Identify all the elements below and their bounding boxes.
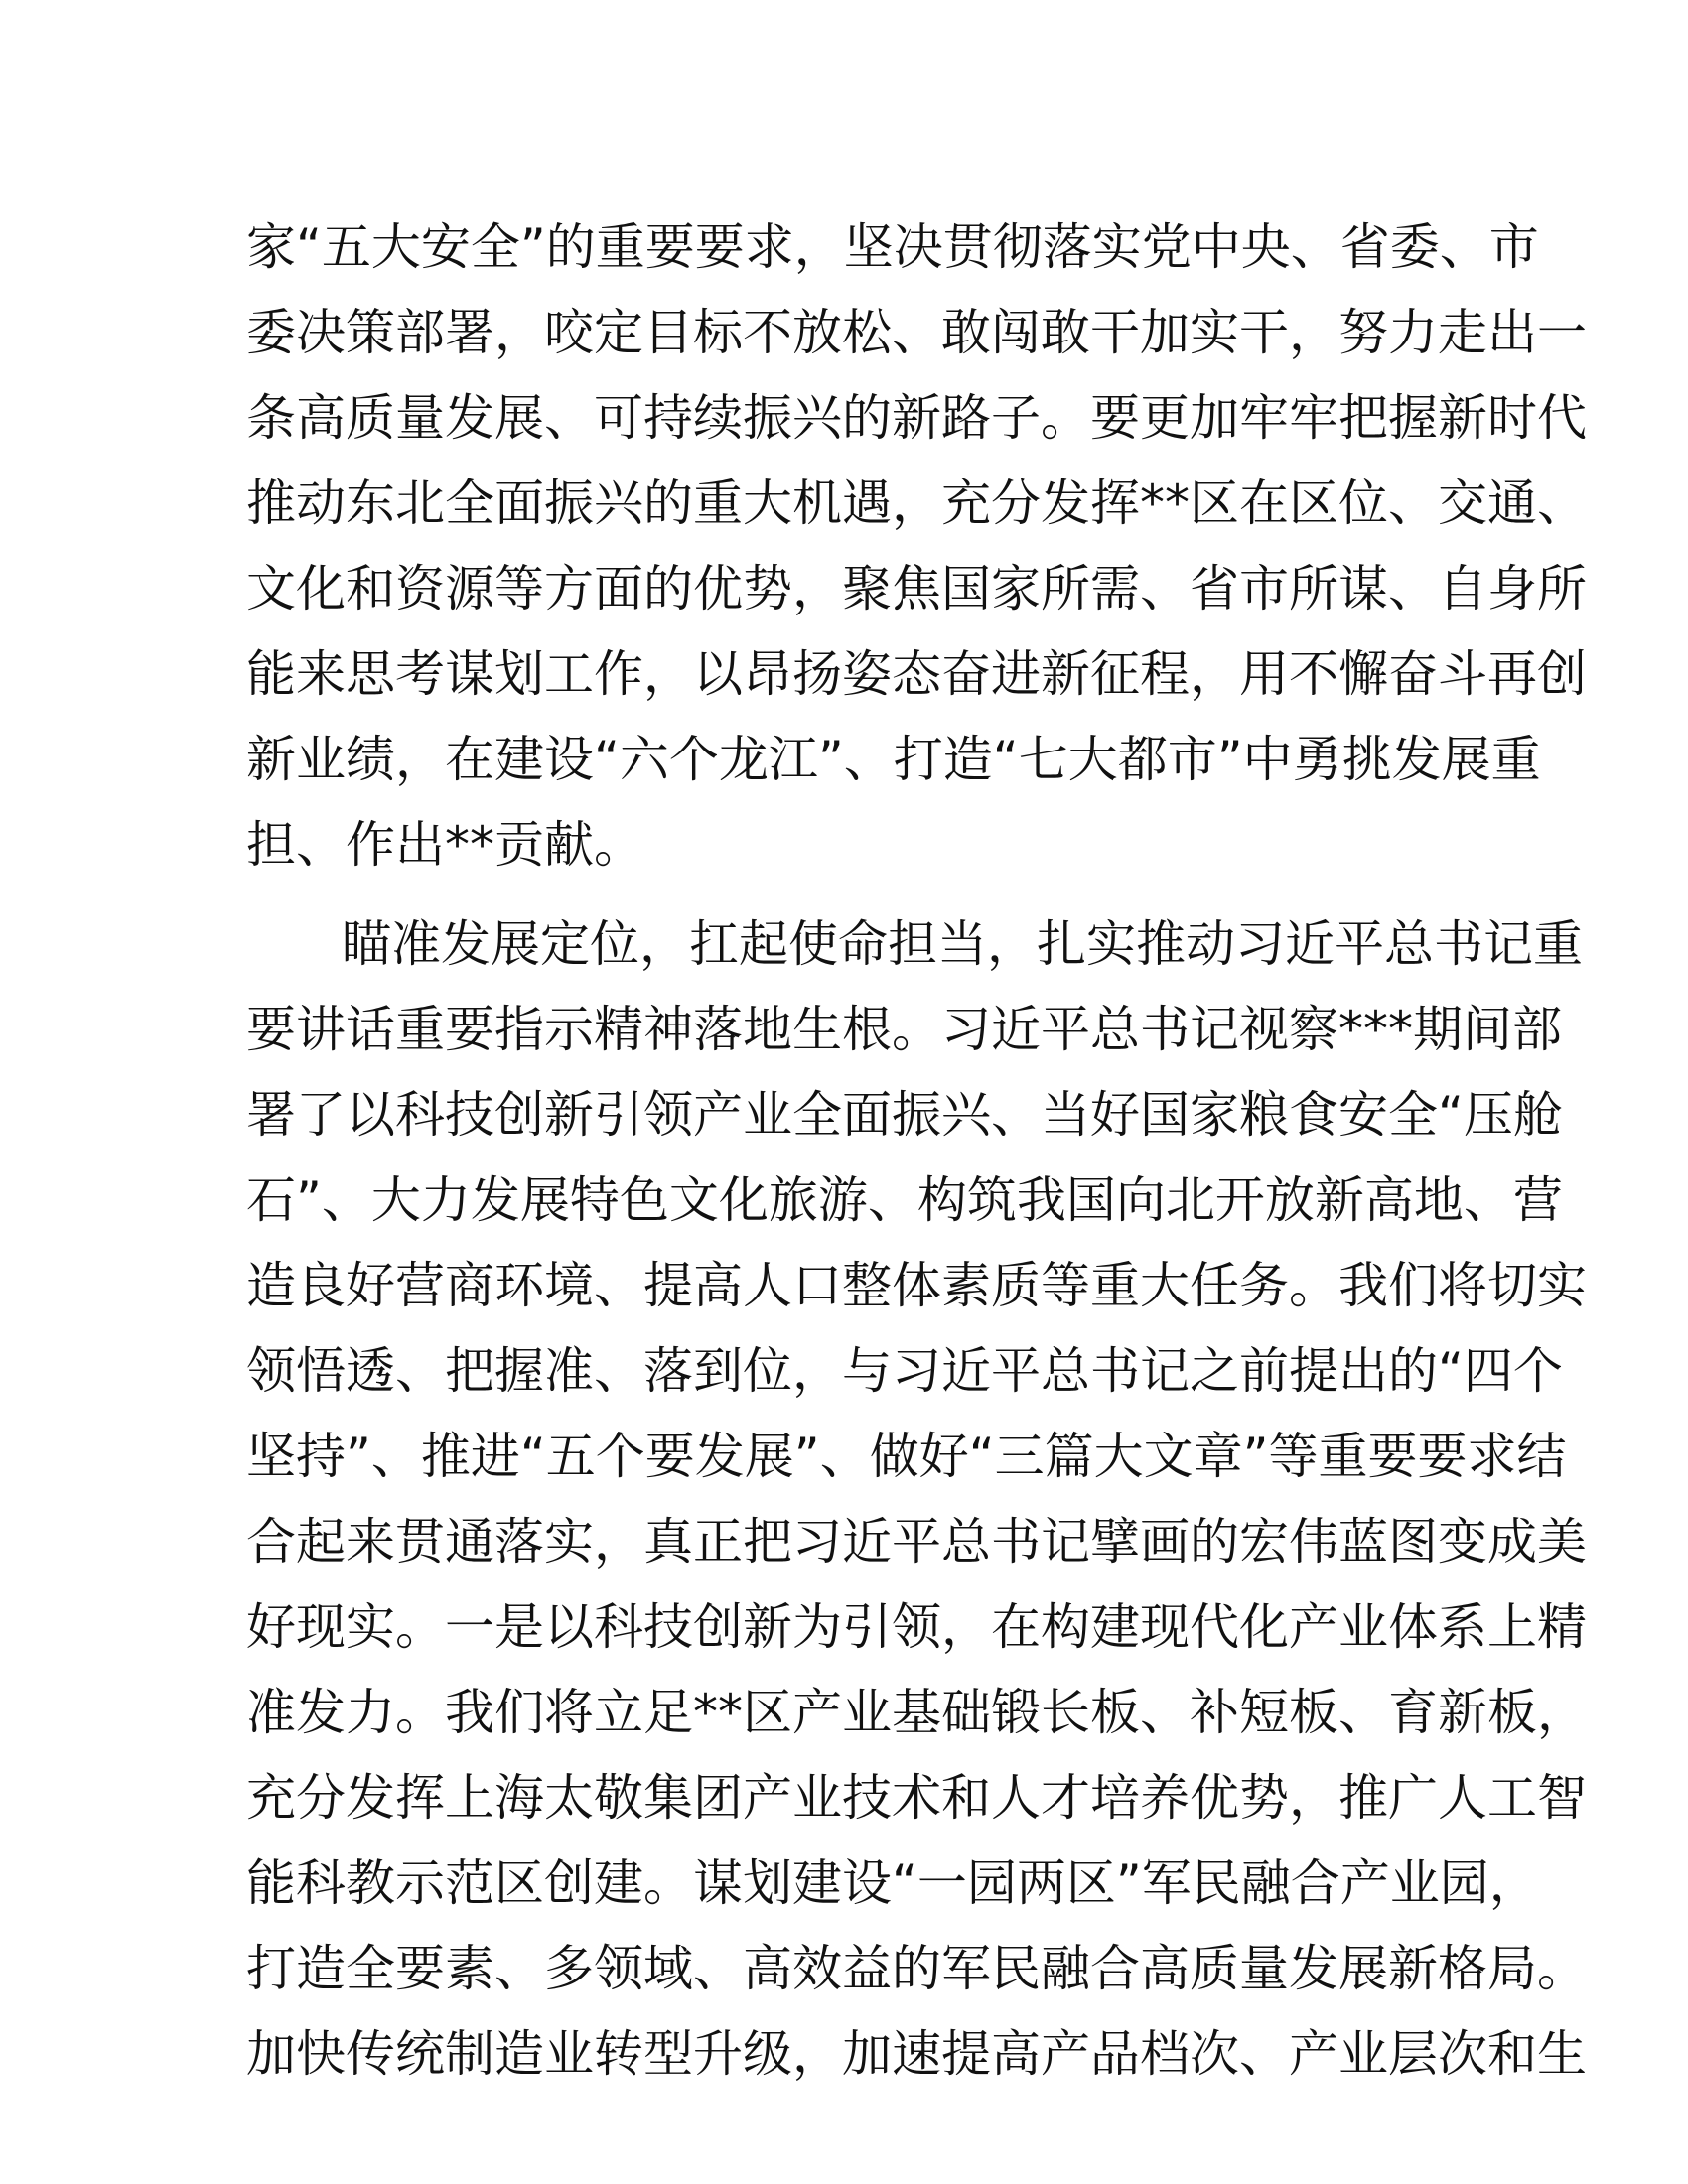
document-page bbox=[246, 205, 1587, 2097]
text-line: 条高质量发展、可持续振兴的新路子。要更加牢牢把握新时代 bbox=[246, 389, 1587, 447]
text-line: 委决策部署，咬定目标不放松、敢闯敢干加实干，努力走出一 bbox=[246, 304, 1587, 361]
text-line: 要讲话重要指示精神落地生根。习近平总书记视察***期间部 bbox=[246, 1001, 1562, 1058]
text-line: 准发力。我们将立足**区产业基础锻长板、补短板、育新板， bbox=[246, 1684, 1587, 1741]
text-line: 石”、大力发展特色文化旅游、构筑我国向北开放新高地、营 bbox=[246, 1171, 1563, 1229]
paragraph-1 bbox=[246, 205, 1587, 887]
text-line: 署了以科技创新引领产业全面振兴、当好国家粮食安全“压舱 bbox=[246, 1086, 1563, 1144]
text-line: 担、作出**贡献。 bbox=[246, 816, 643, 874]
text-line: 打造全要素、多领域、高效益的军民融合高质量发展新格局。 bbox=[246, 1940, 1587, 1997]
text-line: 加快传统制造业转型升级，加速提高产品档次、产业层次和生 bbox=[246, 2025, 1587, 2083]
paragraph-spacer bbox=[246, 887, 1438, 901]
text-line: 合起来贯通落实，真正把习近平总书记擘画的宏伟蓝图变成美 bbox=[246, 1513, 1587, 1570]
paragraph-2 bbox=[246, 901, 1587, 2097]
text-line: 新业绩，在建设“六个龙江”、打造“七大都市”中勇挑发展重 bbox=[246, 731, 1541, 788]
text-line: 坚持”、推进“五个要发展”、做好“三篇大文章”等重要要求结 bbox=[246, 1428, 1567, 1485]
text-line: 推动东北全面振兴的重大机遇，充分发挥**区在区位、交通、 bbox=[246, 475, 1587, 532]
text-line: 文化和资源等方面的优势，聚焦国家所需、省市所谋、自身所 bbox=[246, 560, 1587, 617]
text-line: 充分发挥上海太敬集团产业技术和人才培养优势，推广人工智 bbox=[246, 1769, 1587, 1827]
text-line: 好现实。一是以科技创新为引领，在构建现代化产业体系上精 bbox=[246, 1598, 1587, 1656]
text-line: 造良好营商环境、提高人口整体素质等重大任务。我们将切实 bbox=[246, 1257, 1587, 1314]
text-line: 能科教示范区创建。谋划建设“一园两区”军民融合产业园， bbox=[246, 1854, 1539, 1912]
text-line: 瞄准发展定位，扛起使命担当，扎实推动习近平总书记重 bbox=[342, 915, 1583, 973]
text-line: 家“五大安全”的重要要求，坚决贯彻落实党中央、省委、市 bbox=[246, 218, 1539, 276]
text-line: 能来思考谋划工作，以昂扬姿态奋进新征程，用不懈奋斗再创 bbox=[246, 645, 1587, 703]
text-line: 领悟透、把握准、落到位，与习近平总书记之前提出的“四个 bbox=[246, 1342, 1563, 1400]
